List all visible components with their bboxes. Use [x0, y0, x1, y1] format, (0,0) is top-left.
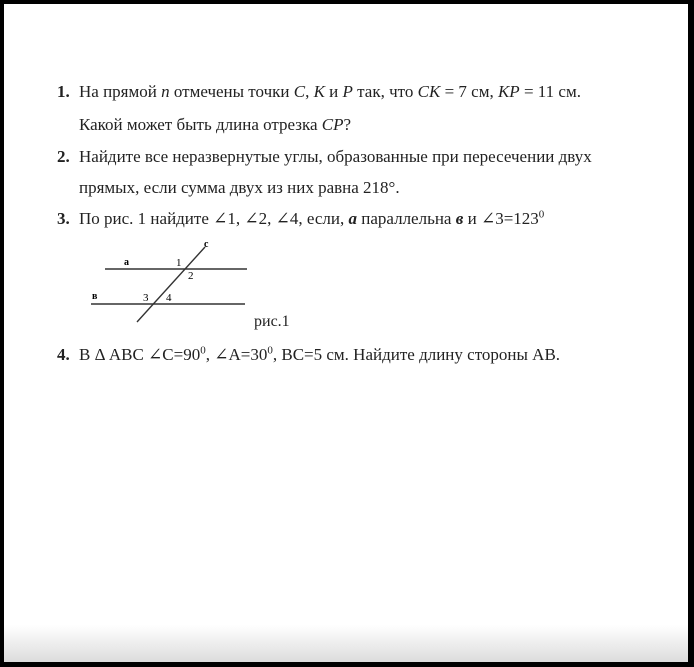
angle-1-label: 1 — [176, 257, 182, 269]
task-4-line-1: В Δ АВС $\angle С=90^0$, $\angle А=30^0$, ВС=5 см. Найдите длину стороны АВ. — [79, 344, 561, 364]
task-3-number: 3. — [57, 209, 70, 228]
task-2-line-1: Найдите все неразвернутые углы, образованные при пересечении двух — [79, 147, 592, 166]
task-3-line-1: По рис. 1 найдите ∠1, ∠2, ∠4, если, a параллельна в и $\angle 3=123^0$ — [79, 208, 545, 228]
figure-parallel-lines — [85, 238, 255, 328]
figure-caption: рис.1 — [254, 313, 290, 330]
task-2-line-2: прямых, если сумма двух из них равна 218°. — [79, 178, 400, 197]
worksheet-page — [4, 4, 688, 662]
label-a: a — [124, 257, 129, 268]
task-1-number: 1. — [57, 82, 70, 101]
angle-3-label: 3 — [143, 292, 149, 304]
label-c: c — [204, 239, 209, 250]
transversal-c — [137, 247, 205, 322]
label-b: в — [92, 291, 98, 302]
page-bottom-shadow — [4, 625, 688, 662]
angle-4-label: 4 — [166, 292, 172, 304]
task-1-line-1: На прямой n отмечены точки C, K и P так, что CK = 7 см, KP = 11 см. — [79, 82, 581, 101]
task-1-line-2: Какой может быть длина отрезка CP? — [79, 115, 352, 134]
task-4-number: 4. — [57, 345, 70, 364]
task-2-number: 2. — [57, 147, 70, 166]
angle-2-label: 2 — [188, 270, 194, 282]
